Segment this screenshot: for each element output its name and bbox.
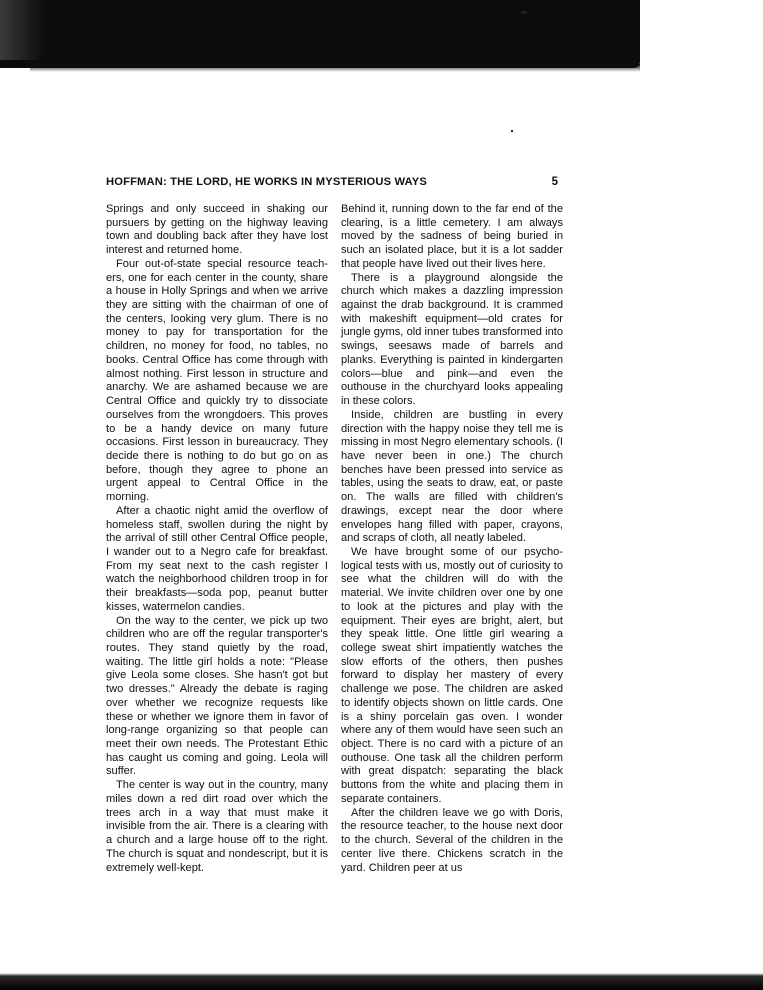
paragraph: Four out-of-state special resource teachers, one for each center in the county, share a house in Holly Springs and when we arrive they are sitting with the chairman of one of the centers, looking very glum. There is no money to pay for transportation for the children, no money for food, no tables, no books. Central Office has come through with almost nothing. First lesson in structure and anarchy. We are ashamed because we are Central Office and quickly try to dissociate ourselves from the wrongdoers. This proves to be a handy device on many future occasions. First lesson in bureaucracy. They decide there is nothing to do but go on as before, though they agree to phone an urgent appeal to Central Office in the morning.: [106, 257, 328, 504]
text-column-left: [106, 203, 328, 875]
scan-speck: [511, 130, 513, 132]
page-header: [106, 176, 558, 192]
paragraph: There is a playground alongside the church which makes a dazzling impression against the drab background. It is crammed with makeshift equipment—old crates for jungle gyms, old inner tubes transformed into swings, seesaws made of barrels and planks. Everything is painted in kindergarten colors—blue and pink—and even the outhouse in the churchyard looks appealing in these colors.: [341, 271, 563, 408]
paragraph: Springs and only succeed in shaking our pursuers by getting on the highway leaving town and doubling back after they have lost interest and returned home.: [106, 203, 328, 257]
paragraph: Behind it, running down to the far end of the clearing, is a little cemetery. I am always moved by the sadness of being buried in such an isolated place, but it is a lot sadder that people have lived out their lives here.: [341, 203, 563, 270]
paragraph: After a chaotic night amid the overflow of homeless staff, swollen during the night by the arrival of still other Central Office people, I wander out to a Negro cafe for breakfast. From my seat next to the cash register I watch the neighborhood children troop in for their breakfasts—soda pop, peanut butter kisses, watermelon candies.: [106, 504, 328, 613]
scan-speck: [521, 11, 527, 14]
running-head: HOFFMAN: THE LORD, HE WORKS IN MYSTERIOUS WAYS: [106, 176, 427, 188]
page-number: 5: [551, 176, 558, 188]
text-column-right: [341, 203, 563, 875]
scan-top-border: [0, 0, 640, 68]
paragraph: On the way to the center, we pick up two children who are off the regular transporter's routes. They stand quietly by the road, waiting. The little girl holds a note: "Please give Leola some closes. She hasn't got but two dresses." Already the debate is raging over whether we recognize requests like these or whether we ignore them in favor of long-range organizing so that people can meet their own needs. The Protestant Ethic has caught us coming and going. Leola will suffer.: [106, 614, 328, 778]
paragraph: We have brought some of our psychological tests with us, mostly out of curiosity to see what the children will do with the material. We invite children over one by one to look at the pictures and play with the equipment. Their eyes are bright, alert, but they speak little. One little girl wearing a college sweat shirt impatiently watches the slow efforts of the others, then pushes forward to display her mastery of every challenge we pose. The children are asked to identify objects shown on little cards. One is a shiny porcelain gas oven. I wonder where any of them would have seen such an object. There is no card with a picture of an outhouse. One task all the children perform with great dispatch: separating the black buttons from the white and placing them in separate containers.: [341, 545, 563, 805]
scan-top-border-fade: [0, 0, 44, 60]
scan-bottom-border: [0, 976, 763, 990]
paragraph: Inside, children are bustling in every direction with the happy noise they tell me is missing in most Negro elementary schools. (I have never been in one.) The church benches have been pressed into service as tables, using the seats to draw, eat, or paste on. The walls are filled with children's drawings, except near the door where envelopes hang filled with paper, crayons, and scraps of cloth, all neatly labeled.: [341, 408, 563, 545]
paragraph: After the children leave we go with Doris, the resource teacher, to the house next door to the church. Several of the children in the center live there. Chickens scratch in the yard. Children peer at us: [341, 806, 563, 874]
paragraph: The center is way out in the country, many miles down a red dirt road over which the trees arch in a way that must make it invisible from the air. There is a clearing with a church and a large house off to the right. The church is squat and nondescript, but it is extremely well-kept.: [106, 779, 328, 874]
